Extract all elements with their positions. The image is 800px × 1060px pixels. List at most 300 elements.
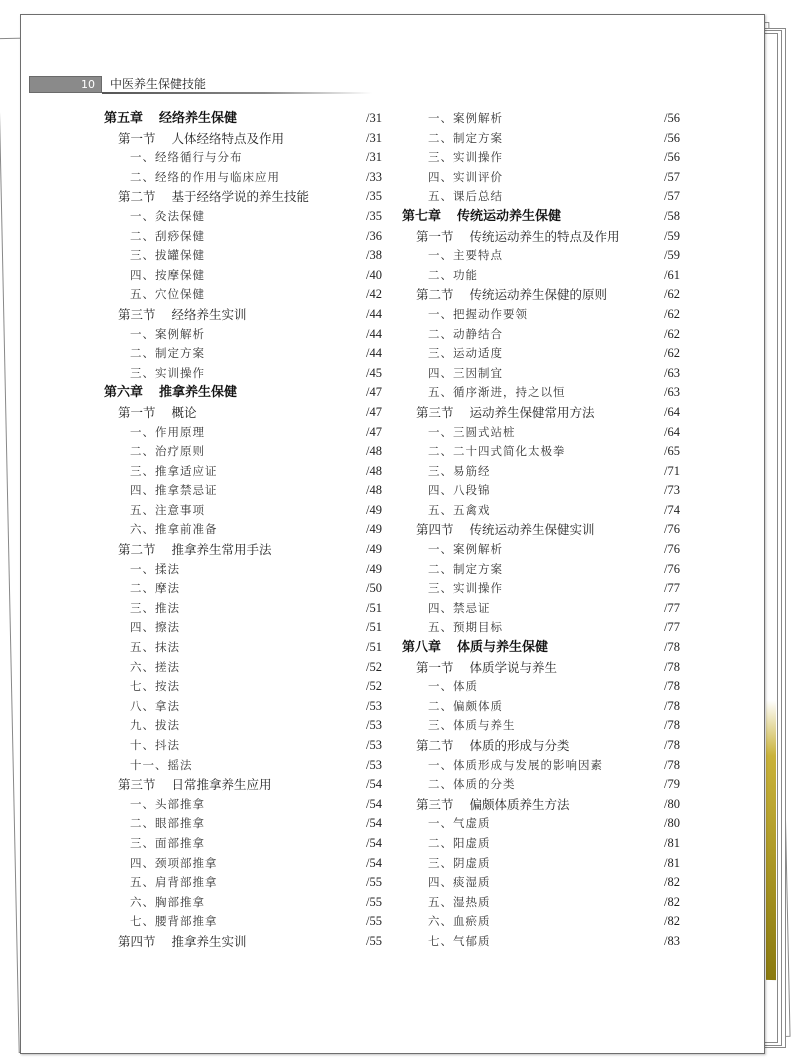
toc-item-row[interactable] [402, 246, 680, 266]
toc-section-row[interactable] [104, 403, 382, 423]
toc-entry-page: /49 [366, 522, 382, 537]
toc-entry-label [416, 403, 595, 423]
toc-entry-title: 六、搓法 [130, 659, 180, 674]
toc-entry-page: /65 [664, 444, 680, 459]
toc-entry-label [428, 834, 491, 854]
toc-item-row[interactable] [402, 266, 680, 286]
toc-item-row[interactable] [402, 854, 680, 874]
toc-entry-label [428, 932, 491, 952]
toc-item-row[interactable] [402, 364, 680, 384]
toc-entry-label [428, 187, 503, 207]
toc-entry-page: /71 [664, 463, 680, 478]
toc-item-row[interactable] [104, 658, 382, 678]
toc-entry-label [428, 442, 566, 462]
toc-entry-title: 推拿养生常用手法 [171, 542, 272, 558]
toc-item-row[interactable] [402, 109, 680, 129]
toc-item-row[interactable] [402, 814, 680, 834]
toc-entry-title: 推拿养生保健 [159, 385, 238, 401]
toc-entry-title: 人体经络特点及作用 [171, 130, 285, 146]
toc-column-left [104, 109, 382, 952]
toc-entry-page: /54 [366, 777, 382, 792]
toc-entry-page: /35 [366, 189, 382, 204]
toc-entry-page: /83 [664, 933, 680, 948]
toc-entry-page: /48 [366, 463, 382, 478]
toc-item-row[interactable] [402, 579, 680, 599]
toc-entry-number: 第七章 [402, 208, 442, 224]
toc-entry-title: 二、阳虚质 [428, 835, 491, 850]
toc-entry-label [130, 854, 218, 874]
toc-item-row[interactable] [104, 246, 382, 266]
toc-entry-label [118, 305, 247, 325]
toc-entry-title: 五、预期目标 [428, 620, 503, 635]
toc-entry-title: 一、气虚质 [428, 816, 491, 831]
toc-item-row[interactable] [104, 736, 382, 756]
toc-item-row[interactable] [402, 756, 680, 776]
toc-entry-page: /42 [366, 287, 382, 302]
toc-entry-page: /56 [664, 150, 680, 165]
toc-item-row[interactable] [402, 560, 680, 580]
toc-entry-title: 传统运动养生的特点及作用 [469, 228, 620, 244]
toc-entry-page: /61 [664, 267, 680, 282]
toc-entry-page: /82 [664, 875, 680, 890]
toc-entry-page: /49 [366, 561, 382, 576]
toc-entry-page: /78 [664, 679, 680, 694]
toc-item-row[interactable] [402, 187, 680, 207]
toc-entry-label [118, 540, 272, 560]
toc-entry-label [130, 442, 205, 462]
toc-entry-label [428, 462, 491, 482]
toc-entry-label [130, 423, 205, 443]
toc-chapter-row[interactable] [104, 383, 382, 403]
toc-entry-title: 二、制定方案 [130, 346, 205, 361]
toc-entry-label [118, 932, 247, 952]
toc-item-row[interactable] [402, 423, 680, 443]
toc-entry-title: 七、气郁质 [428, 933, 491, 948]
toc-entry-page: /76 [664, 542, 680, 557]
toc-item-row[interactable] [402, 148, 680, 168]
toc-item-row[interactable] [402, 540, 680, 560]
toc-entry-title: 二、治疗原则 [130, 444, 205, 459]
toc-item-row[interactable] [402, 873, 680, 893]
toc-item-row[interactable] [402, 168, 680, 188]
toc-entry-label [130, 266, 205, 286]
toc-entry-page: /80 [664, 796, 680, 811]
toc-entry-label [428, 344, 503, 364]
toc-item-row[interactable] [402, 481, 680, 501]
toc-entry-label [130, 716, 180, 736]
toc-entry-title: 推拿养生实训 [171, 933, 247, 949]
toc-entry-title: 一、案例解析 [428, 542, 503, 557]
toc-item-row[interactable] [104, 599, 382, 619]
toc-item-row[interactable] [402, 344, 680, 364]
toc-entry-number: 第二节 [416, 287, 454, 303]
toc-entry-page: /59 [664, 248, 680, 263]
toc-entry-label [130, 481, 218, 501]
toc-entry-title: 五、课后总结 [428, 189, 503, 204]
toc-entry-label [130, 501, 205, 521]
toc-entry-page: /48 [366, 444, 382, 459]
toc-section-row[interactable] [104, 932, 382, 952]
toc-entry-page: /78 [664, 698, 680, 713]
toc-item-row[interactable] [402, 834, 680, 854]
toc-entry-title: 九、拔法 [130, 718, 180, 733]
toc-section-row[interactable] [104, 540, 382, 560]
toc-entry-title: 日常推拿养生应用 [171, 777, 272, 793]
toc-item-row[interactable] [104, 638, 382, 658]
toc-entry-page: /51 [366, 620, 382, 635]
toc-entry-page: /53 [366, 718, 382, 733]
toc-item-row[interactable] [402, 932, 680, 952]
toc-entry-title: 三、体质与养生 [428, 718, 516, 733]
toc-entry-label [130, 658, 180, 678]
toc-entry-title: 四、按摩保健 [130, 267, 205, 282]
toc-item-row[interactable] [402, 912, 680, 932]
toc-entry-page: /77 [664, 620, 680, 635]
toc-item-row[interactable] [402, 129, 680, 149]
toc-entry-page: /54 [366, 835, 382, 850]
toc-entry-number: 第一节 [118, 130, 156, 146]
toc-entry-label [130, 599, 180, 619]
toc-entry-label [428, 129, 503, 149]
toc-item-row[interactable] [104, 481, 382, 501]
toc-entry-number: 第一节 [118, 404, 156, 420]
toc-chapter-row[interactable] [402, 207, 680, 227]
toc-entry-title: 五、抹法 [130, 640, 180, 655]
toc-entry-title: 四、八段锦 [428, 483, 491, 498]
toc-section-row[interactable] [402, 285, 680, 305]
toc-entry-page: /53 [366, 698, 382, 713]
toc-entry-label [428, 873, 491, 893]
toc-entry-page: /49 [366, 542, 382, 557]
toc-item-row[interactable] [104, 677, 382, 697]
toc-item-row[interactable] [104, 148, 382, 168]
toc-entry-title: 传统运动养生保健 [457, 208, 562, 224]
toc-entry-page: /52 [366, 659, 382, 674]
toc-item-row[interactable] [104, 266, 382, 286]
toc-section-row[interactable] [402, 736, 680, 756]
toc-entry-page: /78 [664, 640, 680, 655]
toc-entry-page: /63 [664, 365, 680, 380]
toc-entry-page: /53 [366, 757, 382, 772]
toc-entry-label [130, 756, 193, 776]
toc-entry-page: /54 [366, 816, 382, 831]
toc-entry-title: 三、推法 [130, 600, 180, 615]
toc-entry-page: /35 [366, 208, 382, 223]
toc-entry-page: /78 [664, 659, 680, 674]
toc-item-row[interactable] [104, 423, 382, 443]
toc-entry-label [428, 775, 516, 795]
toc-entry-label [104, 383, 237, 403]
toc-entry-page: /77 [664, 600, 680, 615]
toc-entry-title: 五、湿热质 [428, 894, 491, 909]
toc-item-row[interactable] [402, 501, 680, 521]
toc-entry-page: /64 [664, 404, 680, 419]
toc-entry-page: /55 [366, 894, 382, 909]
toc-item-row[interactable] [402, 618, 680, 638]
toc-entry-label [416, 227, 620, 247]
toc-entry-title: 四、推拿禁忌证 [130, 483, 218, 498]
toc-entry-page: /44 [366, 306, 382, 321]
toc-entry-title: 三、推拿适应证 [130, 463, 218, 478]
page-number: 10 [29, 76, 102, 93]
toc-entry-label [104, 109, 237, 129]
toc-entry-title: 三、面部推拿 [130, 835, 205, 850]
toc-entry-page: /45 [366, 365, 382, 380]
toc-entry-page: /47 [366, 385, 382, 400]
toc-entry-page: /55 [366, 933, 382, 948]
toc-item-row[interactable] [104, 834, 382, 854]
toc-entry-title: 六、胸部推拿 [130, 894, 205, 909]
toc-entry-title: 十、抖法 [130, 738, 180, 752]
toc-entry-label [428, 756, 603, 776]
toc-entry-title: 四、擦法 [130, 620, 180, 635]
toc-entry-label [130, 677, 180, 697]
toc-item-row[interactable] [104, 814, 382, 834]
toc-entry-page: /57 [664, 169, 680, 184]
toc-item-row[interactable] [402, 325, 680, 345]
toc-entry-page: /31 [366, 150, 382, 165]
toc-entry-title: 三、实训操作 [130, 365, 205, 380]
toc-entry-page: /36 [366, 228, 382, 243]
toc-item-row[interactable] [402, 893, 680, 913]
toc-entry-page: /62 [664, 306, 680, 321]
toc-entry-title: 五、肩背部推拿 [130, 875, 218, 890]
toc-section-row[interactable] [104, 187, 382, 207]
toc-entry-label [428, 814, 491, 834]
toc-entry-title: 二、制定方案 [428, 561, 503, 576]
toc-entry-page: /74 [664, 502, 680, 517]
toc-entry-page: /79 [664, 777, 680, 792]
toc-entry-title: 二、功能 [428, 267, 478, 282]
toc-entry-page: /51 [366, 640, 382, 655]
toc-item-row[interactable] [104, 325, 382, 345]
toc-entry-page: /81 [664, 835, 680, 850]
toc-entry-page: /62 [664, 346, 680, 361]
toc-entry-number: 第四节 [416, 522, 454, 538]
toc-section-row[interactable] [104, 775, 382, 795]
toc-item-row[interactable] [104, 285, 382, 305]
toc-entry-page: /54 [366, 796, 382, 811]
toc-entry-label [118, 775, 272, 795]
toc-item-row[interactable] [402, 305, 680, 325]
toc-section-row[interactable] [402, 227, 680, 247]
toc-entry-number: 第八章 [402, 640, 442, 656]
toc-entry-number: 第三节 [118, 306, 156, 322]
toc-entry-title: 运动养生保健常用方法 [469, 404, 595, 420]
toc-entry-page: /64 [664, 424, 680, 439]
toc-entry-page: /78 [664, 718, 680, 733]
toc-entry-title: 二、刮痧保健 [130, 228, 205, 243]
toc-entry-label [130, 285, 205, 305]
toc-entry-number: 第三节 [416, 796, 454, 812]
toc-item-row[interactable] [104, 501, 382, 521]
toc-entry-label [118, 129, 284, 149]
toc-item-row[interactable] [104, 618, 382, 638]
toc-entry-label [130, 560, 180, 580]
toc-entry-page: /47 [366, 404, 382, 419]
toc-entry-label [428, 893, 491, 913]
toc-entry-label [428, 109, 503, 129]
toc-entry-label [130, 148, 243, 168]
toc-item-row[interactable] [104, 756, 382, 776]
toc-entry-label [130, 697, 180, 717]
toc-entry-title: 四、痰湿质 [428, 875, 491, 890]
toc-entry-title: 五、五禽戏 [428, 502, 491, 517]
toc-entry-label [416, 658, 557, 678]
toc-entry-label [428, 854, 491, 874]
toc-entry-page: /78 [664, 738, 680, 752]
toc-entry-label [130, 364, 205, 384]
toc-entry-title: 二、动静结合 [428, 326, 503, 341]
toc-item-row[interactable] [402, 775, 680, 795]
toc-item-row[interactable] [402, 383, 680, 403]
toc-entry-page: /40 [366, 267, 382, 282]
toc-entry-page: /50 [366, 581, 382, 596]
toc-entry-title: 二、经络的作用与临床应用 [130, 169, 280, 184]
toc-item-row[interactable] [104, 344, 382, 364]
toc-entry-label [130, 207, 205, 227]
toc-item-row[interactable] [104, 560, 382, 580]
toc-entry-title: 七、按法 [130, 679, 180, 694]
toc-item-row[interactable] [402, 442, 680, 462]
toc-section-row[interactable] [402, 658, 680, 678]
toc-item-row[interactable] [104, 207, 382, 227]
toc-item-row[interactable] [104, 716, 382, 736]
toc-entry-title: 四、禁忌证 [428, 600, 491, 615]
toc-entry-page: /62 [664, 326, 680, 341]
toc-entry-title: 五、循序渐进，持之以恒 [428, 385, 566, 400]
toc-entry-page: /80 [664, 816, 680, 831]
toc-section-row[interactable] [402, 795, 680, 815]
toc-item-row[interactable] [104, 795, 382, 815]
toc-entry-label [428, 677, 478, 697]
toc-section-row[interactable] [402, 403, 680, 423]
toc-item-row[interactable] [104, 520, 382, 540]
toc-entry-page: /56 [664, 111, 680, 125]
toc-entry-title: 五、注意事项 [130, 502, 205, 517]
toc-entry-title: 经络养生实训 [171, 306, 247, 322]
toc-entry-number: 第二节 [118, 542, 156, 558]
toc-entry-title: 传统运动养生保健实训 [469, 522, 595, 538]
toc-section-row[interactable] [402, 520, 680, 540]
toc-item-row[interactable] [402, 599, 680, 619]
toc-item-row[interactable] [104, 364, 382, 384]
toc-entry-number: 第四节 [118, 933, 156, 949]
toc-entry-page: /31 [366, 130, 382, 145]
toc-entry-label [130, 579, 180, 599]
toc-item-row[interactable] [104, 912, 382, 932]
toc-item-row[interactable] [402, 697, 680, 717]
toc-entry-title: 概论 [171, 404, 197, 420]
toc-section-row[interactable] [104, 305, 382, 325]
toc-entry-number: 第三节 [118, 777, 156, 793]
toc-chapter-row[interactable] [402, 638, 680, 658]
toc-entry-title: 一、案例解析 [428, 111, 503, 125]
toc-item-row[interactable] [104, 462, 382, 482]
toc-entry-page: /57 [664, 189, 680, 204]
toc-item-row[interactable] [104, 697, 382, 717]
toc-item-row[interactable] [402, 716, 680, 736]
toc-entry-page: /38 [366, 248, 382, 263]
toc-entry-title: 三、运动适度 [428, 346, 503, 361]
toc-entry-label [428, 716, 516, 736]
toc-entry-label [416, 736, 570, 756]
toc-item-row[interactable] [402, 677, 680, 697]
back-page-olive-edge [766, 700, 776, 980]
toc-entry-page: /63 [664, 385, 680, 400]
toc-entry-label [428, 501, 491, 521]
toc-item-row[interactable] [104, 168, 382, 188]
toc-entry-label [130, 246, 205, 266]
toc-entry-label [428, 383, 566, 403]
toc-entry-page: /82 [664, 894, 680, 909]
toc-item-row[interactable] [104, 442, 382, 462]
toc-entry-page: /55 [366, 875, 382, 890]
toc-item-row[interactable] [104, 227, 382, 247]
toc-entry-page: /33 [366, 169, 382, 184]
toc-section-row[interactable] [104, 129, 382, 149]
toc-item-row[interactable] [104, 579, 382, 599]
toc-entry-title: 经络养生保健 [159, 111, 238, 126]
toc-entry-title: 一、三圆式站桩 [428, 424, 516, 439]
toc-entry-page: /62 [664, 287, 680, 302]
toc-entry-label [428, 912, 491, 932]
toc-entry-title: 二、体质的分类 [428, 777, 516, 792]
toc-item-row[interactable] [402, 462, 680, 482]
toc-entry-label [130, 168, 280, 188]
toc-entry-label [416, 795, 570, 815]
toc-entry-title: 一、体质 [428, 679, 478, 694]
toc-entry-label [130, 344, 205, 364]
toc-entry-label [416, 285, 607, 305]
toc-entry-title: 一、揉法 [130, 561, 180, 576]
toc-item-row[interactable] [104, 893, 382, 913]
toc-entry-title: 七、腰背部推拿 [130, 914, 218, 929]
toc-entry-title: 三、实训操作 [428, 150, 503, 165]
toc-entry-page: /82 [664, 914, 680, 929]
toc-entry-page: /73 [664, 483, 680, 498]
toc-entry-page: /54 [366, 855, 382, 870]
toc-chapter-row[interactable] [104, 109, 382, 129]
toc-entry-page: /51 [366, 600, 382, 615]
toc-entry-label [130, 795, 205, 815]
toc-entry-title: 传统运动养生保健的原则 [469, 287, 608, 303]
toc-entry-page: /53 [366, 738, 382, 752]
toc-entry-page: /52 [366, 679, 382, 694]
toc-entry-title: 二、摩法 [130, 581, 180, 596]
toc-entry-page: /49 [366, 502, 382, 517]
toc-entry-label [118, 187, 309, 207]
toc-entry-title: 二、制定方案 [428, 130, 503, 145]
toc-entry-label [416, 520, 595, 540]
toc-entry-title: 一、主要特点 [428, 248, 503, 263]
toc-entry-label [130, 736, 180, 756]
toc-entry-title: 四、三因制宜 [428, 365, 503, 380]
toc-entry-label [428, 168, 503, 188]
toc-entry-label [428, 540, 503, 560]
toc-entry-title: 五、穴位保健 [130, 287, 205, 302]
toc-entry-label [428, 423, 516, 443]
toc-item-row[interactable] [104, 873, 382, 893]
toc-entry-label [402, 207, 561, 227]
toc-item-row[interactable] [104, 854, 382, 874]
toc-column-right [402, 109, 680, 952]
toc-entry-label [130, 325, 205, 345]
toc-entry-label [428, 579, 503, 599]
running-header [29, 76, 371, 93]
toc-entry-number: 第一节 [416, 659, 454, 675]
toc-entry-label [428, 266, 478, 286]
